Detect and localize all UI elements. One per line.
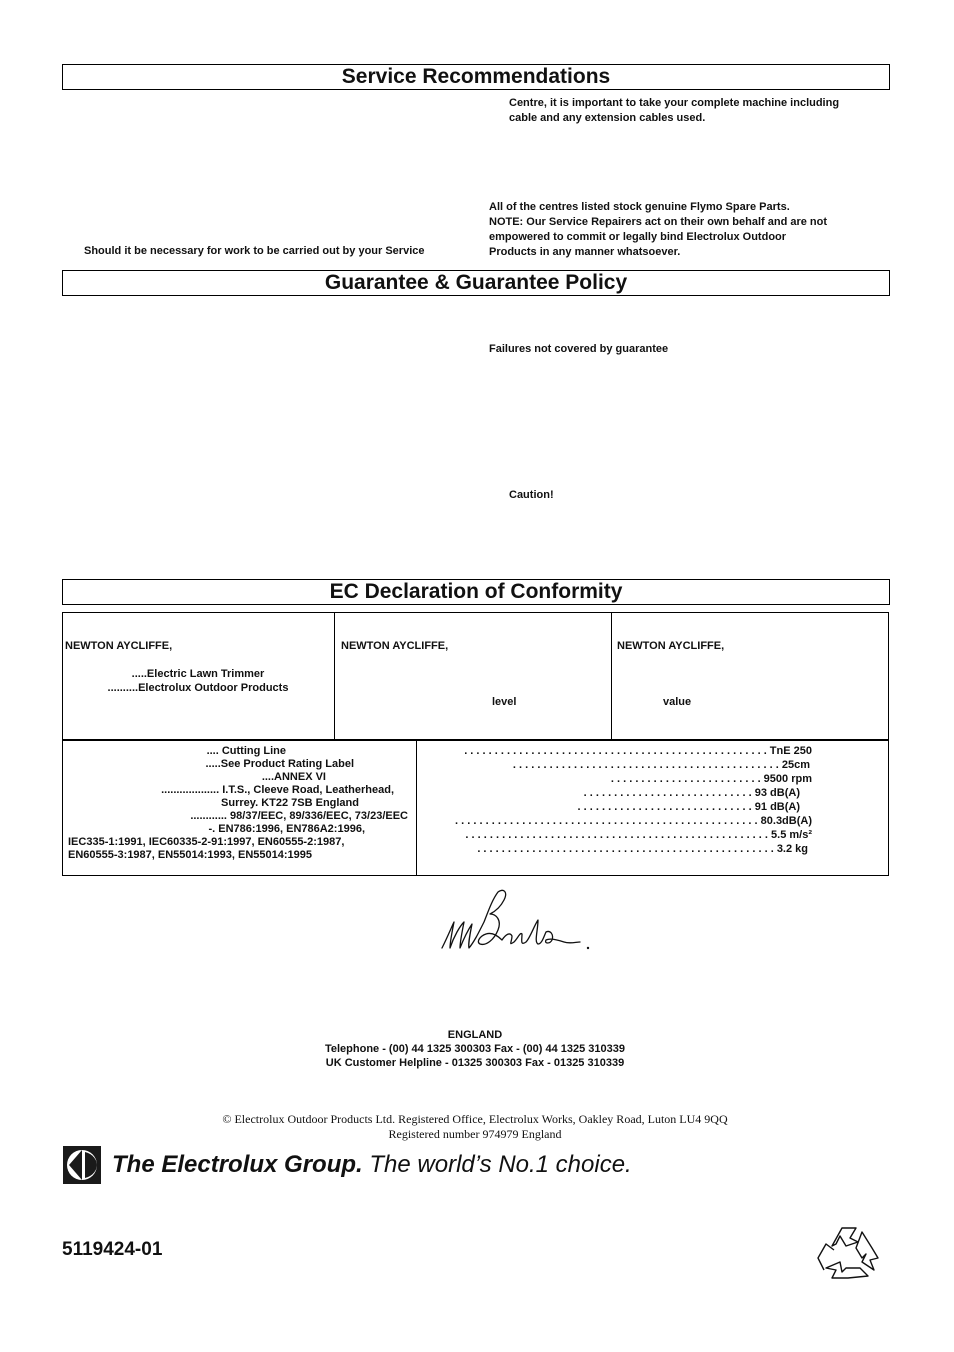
ec-standard-line: ................... I.T.S., Cleeve Road, Leatherhead,: [161, 784, 394, 796]
signature-icon: [438, 886, 598, 956]
ec-standard-line: ....ANNEX VI: [261, 771, 326, 783]
contact-helpline: UK Customer Helpline - 01325 300303 Fax - 01325 310339: [325, 1057, 625, 1069]
ec-standard-line: EN60555-3:1987, EN55014:1993, EN55014:1995: [68, 849, 313, 861]
ec-col1-line: ..........Electrolux Outdoor Products: [107, 682, 289, 694]
service-heading: Service Recommendations: [62, 64, 890, 90]
ec-spec-line: . . . . . . . . . . . . . . . . . . . . . . . . . . . . . 91 dB(A): [577, 801, 800, 813]
ec-standards-list: [62, 745, 414, 862]
copyright-line: © Electrolux Outdoor Products Ltd. Registered Office, Electrolux Works, Oakley Road, Luton LU4 9QQ: [222, 1112, 728, 1126]
ec-col2-city: NEWTON AYCLIFFE,: [341, 640, 449, 652]
service-line: NOTE: Our Service Repairers act on their own behalf and are not: [489, 216, 828, 228]
ec-standard-line: .....See Product Rating Label: [205, 758, 354, 770]
electrolux-logo-icon: [63, 1146, 101, 1184]
ec-standard-line: Surrey. KT22 7SB England: [221, 797, 359, 809]
ec-col1-city: NEWTON AYCLIFFE,: [65, 640, 173, 652]
ec-heading: EC Declaration of Conformity: [62, 579, 890, 605]
ec-col1-details: [62, 668, 334, 695]
ec-divider: [611, 612, 612, 740]
ec-divider: [334, 612, 335, 740]
ec-col2-level: level: [492, 696, 517, 708]
brand-line: [112, 1149, 632, 1181]
recycle-icon: [812, 1218, 888, 1290]
guarantee-heading: Guarantee & Guarantee Policy: [62, 270, 890, 296]
ec-standard-line: -. EN786:1996, EN786A2:1996,: [208, 823, 365, 835]
copyright-block: [62, 1112, 888, 1142]
service-col1-bottom: Should it be necessary for work to be carried out by your Service: [84, 245, 425, 257]
ec-col3-city: NEWTON AYCLIFFE,: [617, 640, 725, 652]
contact-phone: Telephone - (00) 44 1325 300303 Fax - (00) 44 1325 310339: [324, 1043, 626, 1055]
service-line: Products in any manner whatsoever.: [489, 246, 681, 258]
brand-tagline: The world’s No.1 choice.: [369, 1151, 632, 1178]
service-line: Centre, it is important to take your complete machine including: [509, 97, 840, 109]
ec-specs-list: [420, 744, 812, 856]
service-line: cable and any extension cables used.: [509, 112, 706, 124]
ec-standard-line: IEC335-1:1991, IEC60335-2-91:1997, EN60555-2:1987,: [68, 836, 345, 848]
ec-spec-line: . . . . . . . . . . . . . . . . . . . . . . . . . . . . . . . . . . . . . . . . . . . . . . . . . 3.2 kg: [477, 843, 808, 855]
ec-spec-line: . . . . . . . . . . . . . . . . . . . . . . . . . . . . . . . . . . . . . . . . . . . . . . . . . . 5.5 m/s²: [465, 829, 812, 841]
ec-standard-line: ............ 98/37/EEC, 89/336/EEC, 73/23/EEC: [190, 810, 408, 822]
service-col2-top: [509, 96, 839, 126]
ec-col3-value: value: [663, 696, 692, 708]
registered-line: Registered number 974979 England: [388, 1127, 562, 1141]
ec-spec-line: . . . . . . . . . . . . . . . . . . . . . . . . . . . . . . . . . . . . . . . . . . . . 25cm: [512, 759, 810, 771]
contact-country: ENGLAND: [447, 1029, 503, 1041]
part-number: 5119424-01: [62, 1239, 163, 1260]
service-line: empowered to commit or legally bind Electrolux Outdoor: [489, 231, 787, 243]
contact-block: [62, 1028, 888, 1070]
service-col2-bottom: [489, 200, 827, 260]
ec-col1-line: .....Electric Lawn Trimmer: [131, 668, 265, 680]
ec-spec-line: . . . . . . . . . . . . . . . . . . . . . . . . . . . . . . . . . . . . . . . . . . . . . . . . . . 80.3dB(A): [455, 815, 812, 827]
failures-heading: Failures not covered by guarantee: [489, 343, 669, 355]
service-line: All of the centres listed stock genuine Flymo Spare Parts.: [489, 201, 790, 213]
ec-spec-line: . . . . . . . . . . . . . . . . . . . . . . . . . 9500 rpm: [610, 773, 812, 785]
ec-divider: [416, 740, 417, 876]
ec-standard-line: .... Cutting Line: [206, 745, 286, 757]
ec-spec-line: . . . . . . . . . . . . . . . . . . . . . . . . . . . . 93 dB(A): [583, 787, 800, 799]
caution-label: Caution!: [509, 489, 554, 501]
ec-spec-line: . . . . . . . . . . . . . . . . . . . . . . . . . . . . . . . . . . . . . . . . . . . . . . . . . . TnE 250: [464, 745, 812, 757]
brand-bold: The Electrolux Group.: [112, 1151, 363, 1178]
